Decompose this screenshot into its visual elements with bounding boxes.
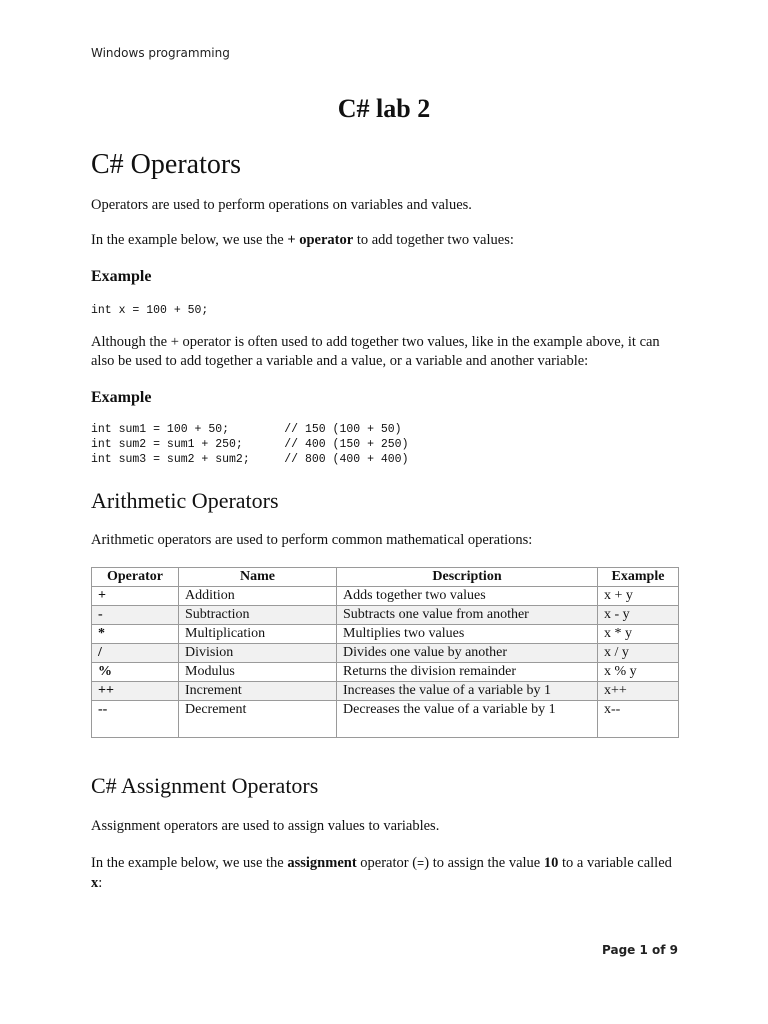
table-cell-description: Subtracts one value from another	[337, 606, 598, 625]
bold-text: 10	[543, 855, 559, 871]
section-heading-assignment: C# Assignment Operators	[91, 773, 319, 798]
table-cell-example: x + y	[598, 587, 679, 606]
section-heading-arithmetic: Arithmetic Operators	[91, 488, 279, 513]
table-cell-operator: -	[92, 606, 179, 625]
table-cell-example: x * y	[598, 625, 679, 644]
table-header-row	[92, 568, 679, 587]
table-cell-name: Subtraction	[179, 606, 337, 625]
table-cell-description: Multiplies two values	[337, 625, 598, 644]
code-block-2	[91, 422, 681, 467]
bold-text: assignment	[287, 855, 357, 871]
arithmetic-operators-table	[91, 567, 679, 738]
bold-text: + operator	[287, 232, 354, 248]
text-span: ) to assign the value	[424, 855, 544, 871]
table-cell-operator: ++	[92, 682, 179, 701]
table-row	[92, 606, 679, 625]
table-row	[92, 625, 679, 644]
table-cell-operator: %	[92, 663, 179, 682]
table-cell-example: x % y	[598, 663, 679, 682]
table-cell-description: Decreases the value of a variable by 1	[337, 701, 598, 738]
inline-code: =	[417, 857, 425, 871]
table-row	[92, 644, 679, 663]
table-cell-name: Decrement	[179, 701, 337, 738]
paragraph-plus-variables: Although the + operator is often used to add together two values, like in the example above, it can also be used to add together a variable and a value, or a variable and another variable:	[91, 334, 660, 369]
table-cell-description: Divides one value by another	[337, 644, 598, 663]
example-label-2: Example	[91, 389, 152, 406]
table-cell-description: Returns the division remainder	[337, 663, 598, 682]
text-span: In the example below, we use the	[91, 855, 288, 871]
example-label: Example	[91, 268, 152, 285]
text-span: :	[98, 875, 103, 891]
table-cell-description: Adds together two values	[337, 587, 598, 606]
table-cell-example: x - y	[598, 606, 679, 625]
code-line: int sum1 = 100 + 50;	[91, 423, 230, 436]
paragraph-assignment-example	[91, 854, 681, 893]
table-cell-name: Increment	[179, 682, 337, 701]
table-cell-example: x--	[598, 701, 679, 738]
table-cell-name: Addition	[179, 587, 337, 606]
page-number: Page 1 of 9	[602, 943, 678, 957]
paragraph-arithmetic-intro: Arithmetic operators are used to perform common mathematical operations:	[91, 532, 533, 548]
table-row	[92, 701, 679, 738]
table-cell-operator: *	[92, 625, 179, 644]
code-block-1: int x = 100 + 50;	[91, 304, 209, 317]
table-row	[92, 587, 679, 606]
column-header-example: Example	[598, 568, 679, 587]
paragraph-operators-intro: Operators are used to perform operations on variables and values.	[91, 197, 472, 213]
table-cell-example: x++	[598, 682, 679, 701]
column-header-operator: Operator	[92, 568, 179, 587]
bold-text: x	[91, 875, 99, 891]
section-heading-operators: C# Operators	[91, 149, 242, 180]
paragraph-assignment-intro: Assignment operators are used to assign values to variables.	[91, 818, 440, 834]
text-span: operator (	[356, 855, 418, 871]
code-comment: // 150 (100 + 50)	[284, 423, 402, 436]
table-cell-operator: /	[92, 644, 179, 663]
table-cell-operator: --	[92, 701, 179, 738]
text-span: to a variable called	[558, 855, 672, 871]
code-line: int sum3 = sum2 + sum2;	[91, 453, 250, 466]
text-span: to add together two values:	[353, 232, 514, 248]
table-row	[92, 663, 679, 682]
table-row	[92, 682, 679, 701]
column-header-name: Name	[179, 568, 337, 587]
table-cell-description: Increases the value of a variable by 1	[337, 682, 598, 701]
table-cell-operator: +	[92, 587, 179, 606]
column-header-description: Description	[337, 568, 598, 587]
document-title: C# lab 2	[337, 94, 431, 123]
paragraph-plus-operator	[91, 231, 681, 250]
table-cell-name: Modulus	[179, 663, 337, 682]
code-comment: // 800 (400 + 400)	[284, 453, 409, 466]
page-content	[91, 148, 681, 893]
page-header: Windows programming	[91, 46, 230, 60]
table-cell-name: Multiplication	[179, 625, 337, 644]
code-comment: // 400 (150 + 250)	[284, 438, 409, 451]
text-span: In the example below, we use the	[91, 232, 288, 248]
table-cell-example: x / y	[598, 644, 679, 663]
code-line: int sum2 = sum1 + 250;	[91, 438, 243, 451]
table-cell-name: Division	[179, 644, 337, 663]
